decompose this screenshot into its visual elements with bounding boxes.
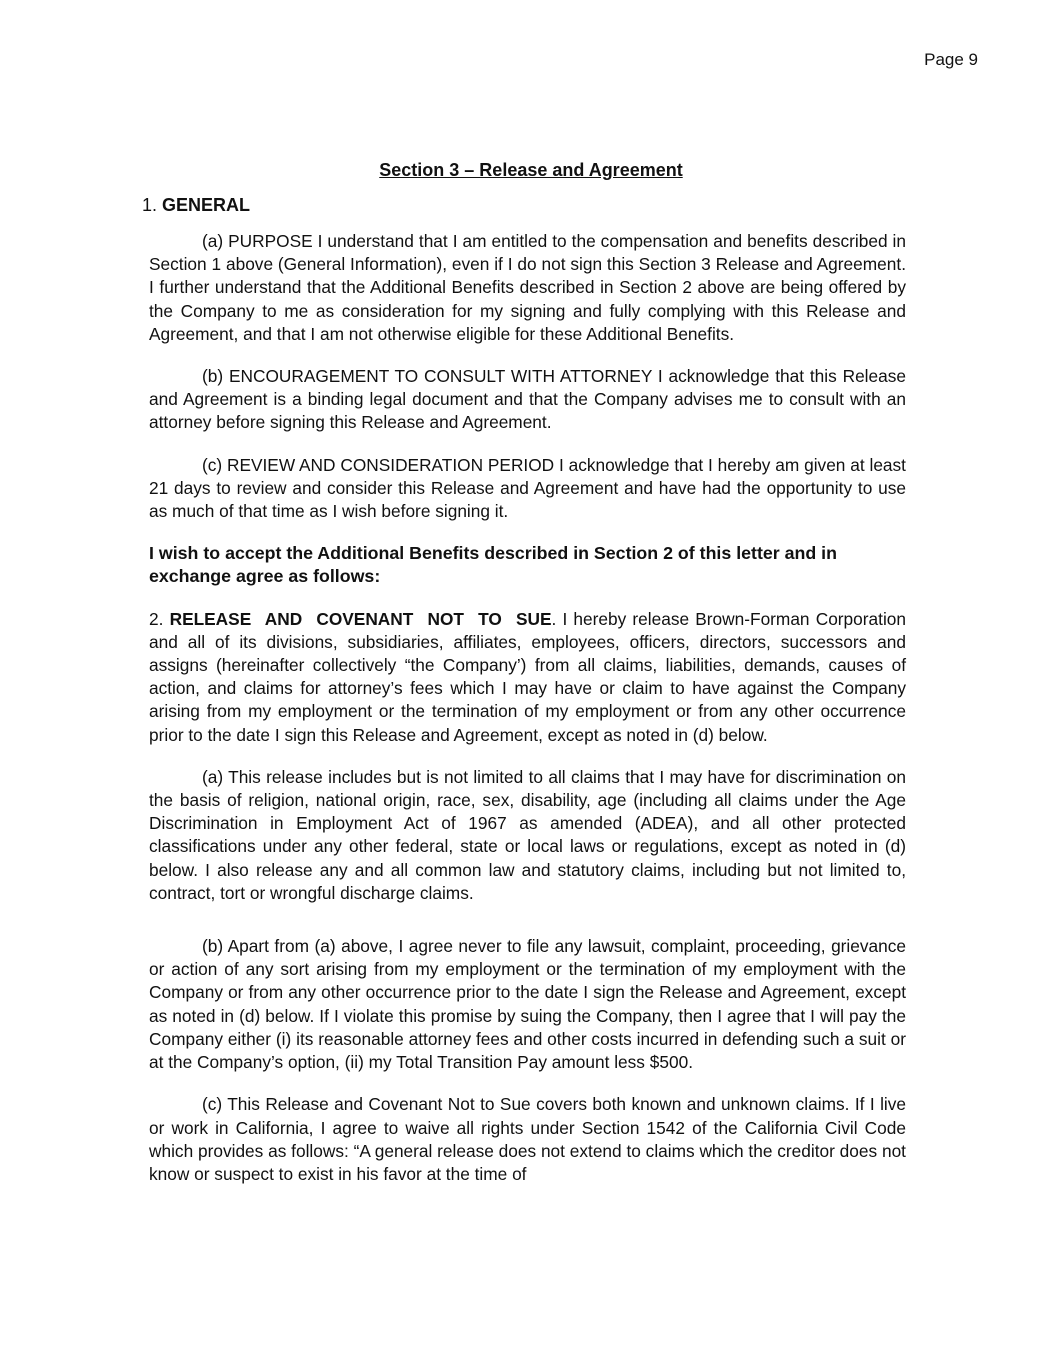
document-body [149,230,906,1205]
section-title-text: Section 3 – Release and Agreement [379,160,683,180]
paragraph-release-covenant [149,608,906,747]
accept-statement: I wish to accept the Additional Benefits described in Section 2 of this letter and in exchange agree as follows: [149,543,837,587]
release-number: 2. [149,608,164,629]
general-heading-number: 1. [142,195,158,215]
page-number: Page 9 [924,50,978,69]
general-heading-label: GENERAL [162,195,251,215]
paragraph-release-a: (a) This release includes but is not limited to all claims that I may have for discrimination on the basis of religion, national origin, race, sex, disability, age (including all claims under the Age Discrimination in Employment Act of 1967 as amended (ADEA), and all other protected classifications under any other federal, state or local laws or regulations, except as noted in (d) below. I also release any and all common law and statutory claims, including but not limited to, contract, tort or wrongful discharge claims. [149,766,906,903]
paragraph-release-b: (b) Apart from (a) above, I agree never to file any lawsuit, complaint, proceeding, grievance or action of any sort arising from my employment or the termination of my employment with the Company or from any other occurrence prior to the date I sign the Release and Agreement, except as noted in (d) below. If I violate this promise by suing the Company, then I agree that I will pay the Company either (i) its reasonable attorney fees and other costs incurred in defending such a suit or at the Company’s option, (ii) my Total Transition Pay amount less $500. [149,936,906,1073]
paragraph-encouragement: (b) ENCOURAGEMENT TO CONSULT WITH ATTORNEY I acknowledge that this Release and Agreement is a binding legal document and that the Company advises me to consult with an attorney before signing this Release and Agreement. [149,366,906,433]
release-body: . I hereby release Brown-Forman Corporation and all of its divisions, subsidiaries, affiliates, employees, officers, directors, successors and assigns (hereinafter collectively “the Company’) from all claims, liabilities, demands, causes of action, and claims for attorney’s fees which I may have or claim to have against the Company arising from my employment or the termination of my employment or from any other occurrence prior to the date I sign this Release and Agreement, except as noted in (d) below. [149,608,907,745]
paragraph-purpose: (a) PURPOSE I understand that I am entitled to the compensation and benefits described in Section 1 above (General Information), even if I do not sign this Section 3 Release and Agreement. I further understand that the Additional Benefits described in Section 2 above are being offered by the Company to me as consideration for my signing and fully complying with this Release and Agreement, and that I am not otherwise eligible for these Additional Benefits. [149,231,906,344]
general-heading [142,195,250,216]
release-title: RELEASE AND COVENANT NOT TO SUE [169,608,552,629]
paragraph-release-c: (c) This Release and Covenant Not to Sue covers both known and unknown claims. If I live or work in California, I agree to waive all rights under Section 1542 of the California Civil Code which provides as follows: “A general release does not extend to claims which the creditor does not know or suspect to exist in his favor at the time of [149,1094,906,1184]
section-title [0,160,1054,181]
paragraph-review-period: (c) REVIEW AND CONSIDERATION PERIOD I acknowledge that I hereby am given at least 21 days to review and consider this Release and Agreement and have had the opportunity to use as much of that time as I wish before signing it. [149,454,906,522]
